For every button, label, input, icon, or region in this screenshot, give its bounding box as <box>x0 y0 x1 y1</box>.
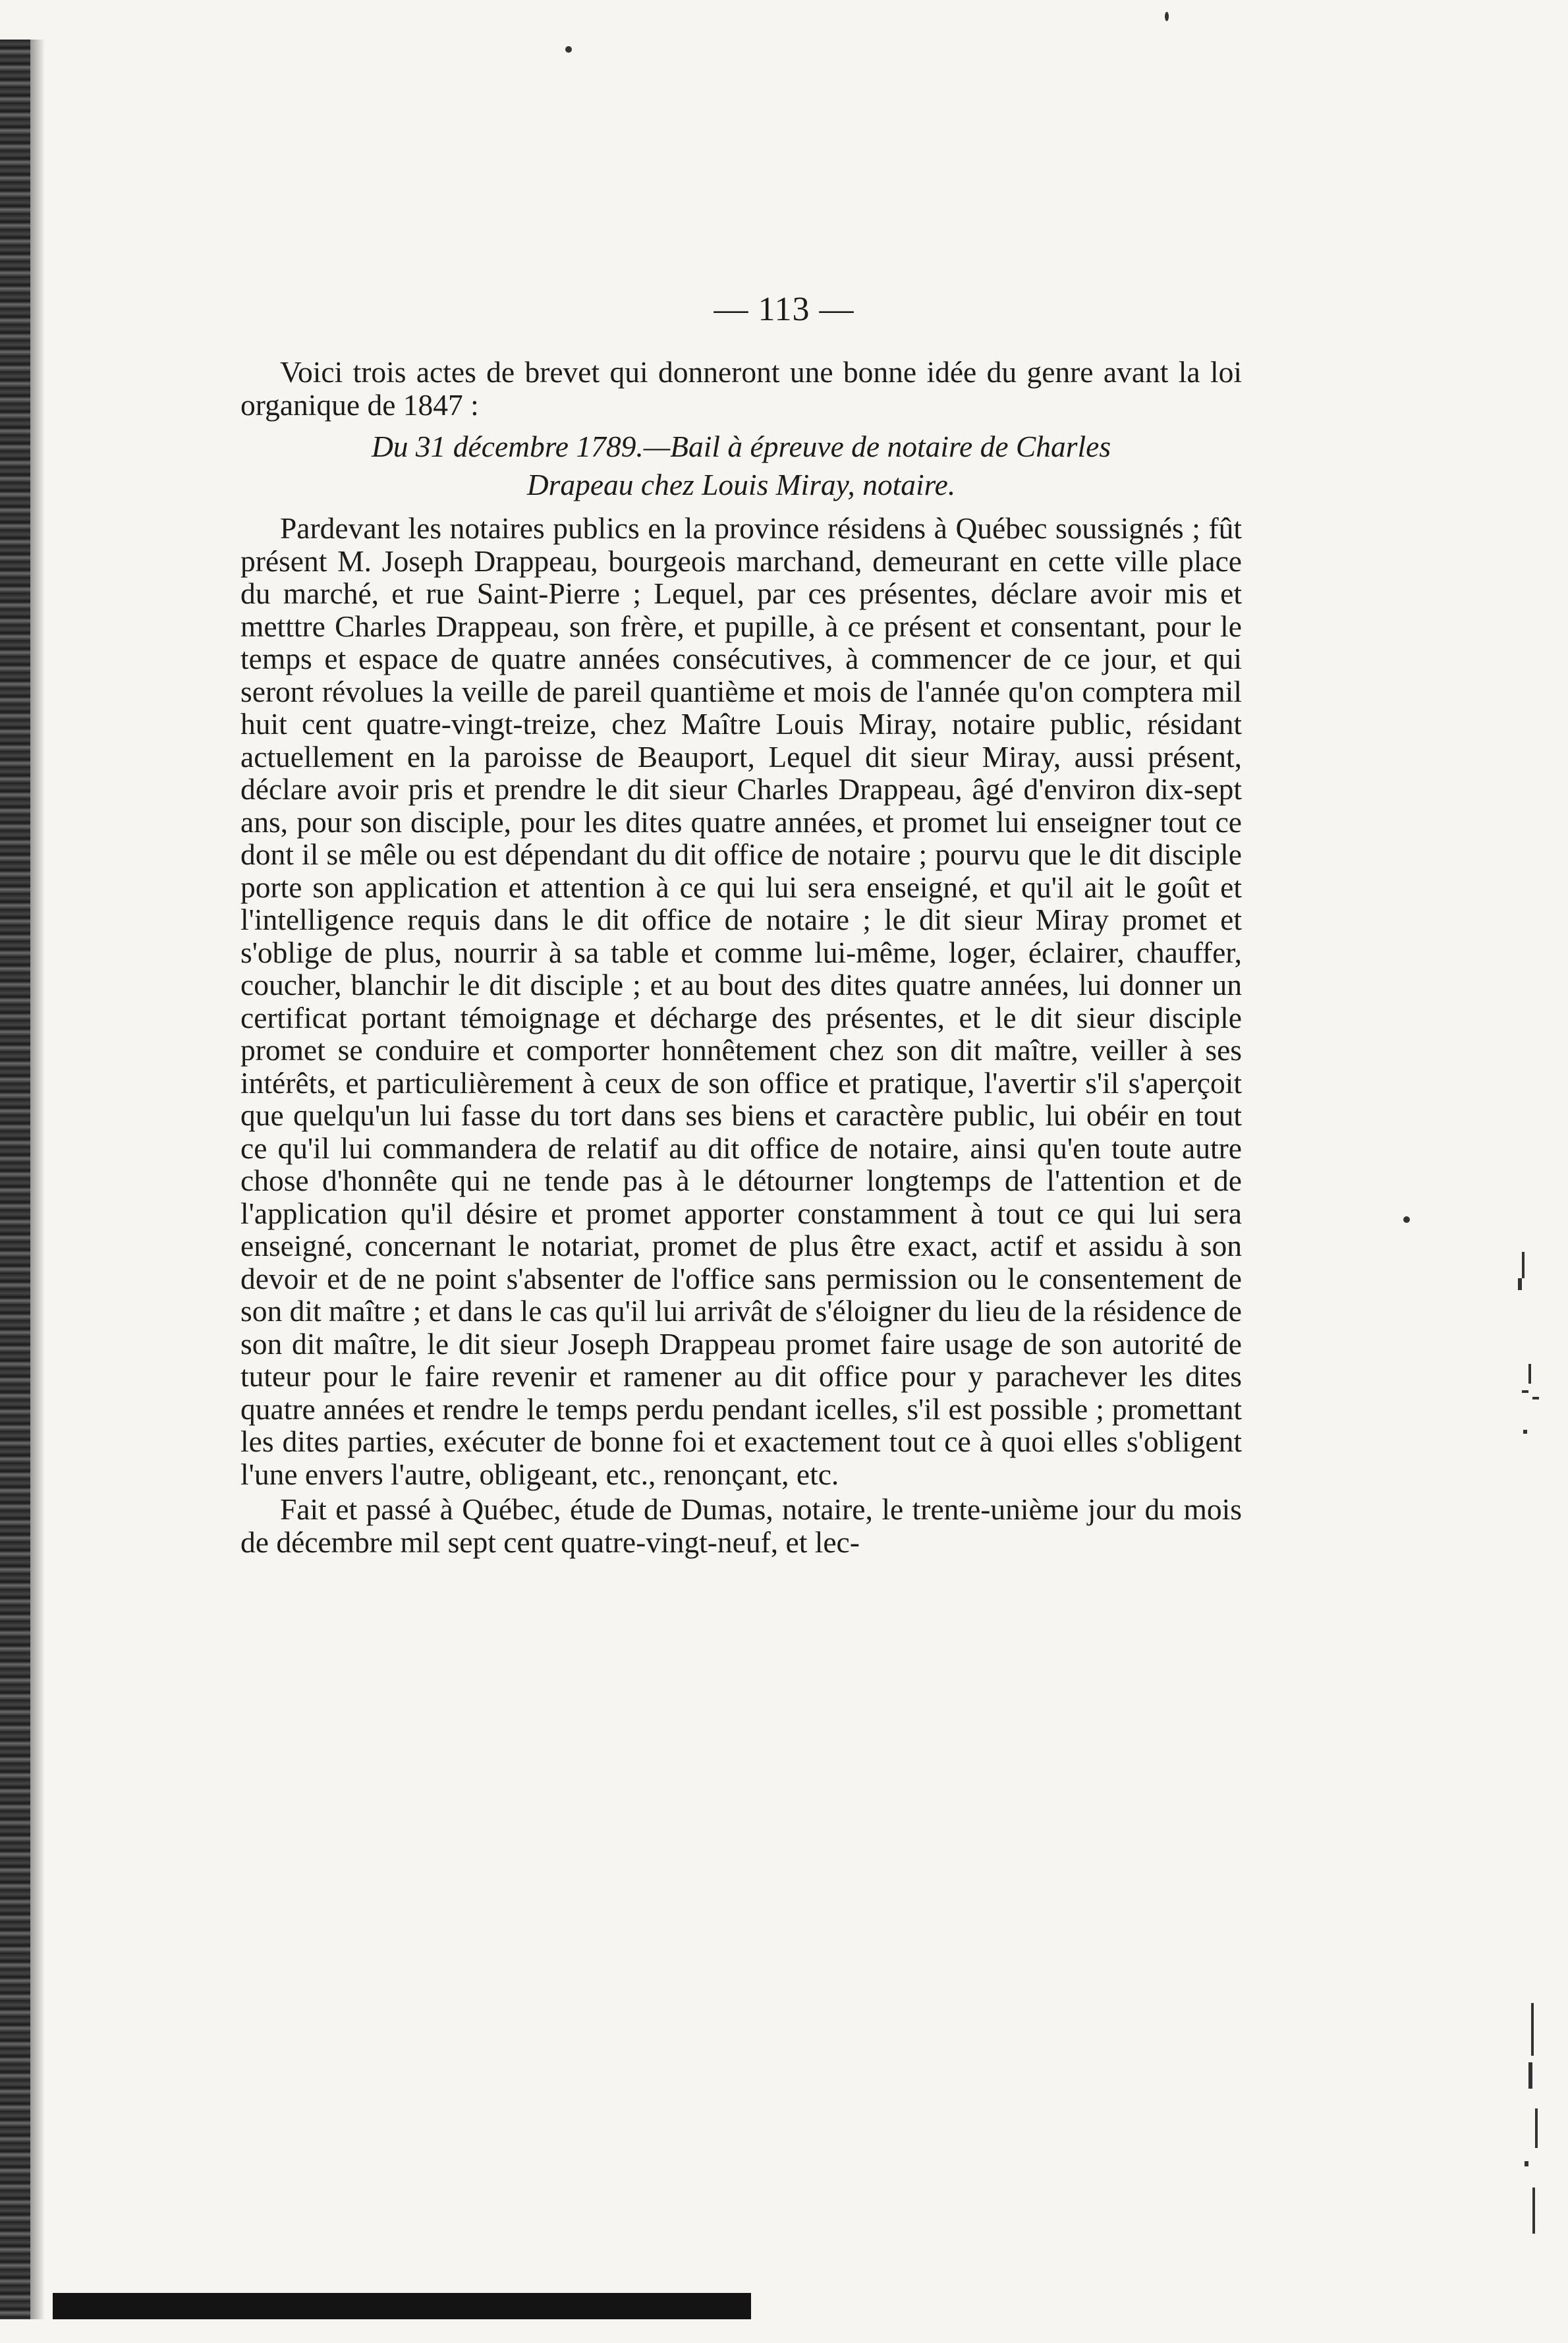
spine-shadow <box>30 40 45 2319</box>
deed-heading-line2: Drapeau chez Louis Miray, notaire. <box>526 468 956 501</box>
scan-speck <box>1165 12 1169 21</box>
intro-paragraph: Voici trois actes de brevet qui donneront une bonne idée du genre avant la loi organique de 1847 : <box>240 355 1242 422</box>
scan-edge-bar <box>53 2293 751 2319</box>
scan-speck <box>1403 1216 1410 1223</box>
book-spine-edge <box>0 40 30 2319</box>
scan-speck <box>565 46 572 53</box>
deed-heading-line1: Du 31 décembre 1789.—Bail à épreuve de notaire de Charles <box>371 430 1111 463</box>
deed-body-paragraph: Pardevant les notaires publics en la province résidens à Québec soussignés ; fût présent M. Joseph Drappeau, bourgeois marchand, demeurant en cette ville place du marché, et rue Saint-Pierre ; Lequel, par ces présentes, déclare avoir mis et metttre Charles Drappeau, son frère, et pupille, à ce présent et consentant, pour le temps et espace de quatre années consécutives, à commencer de ce jour, et qui seront révolues la veille de pareil quantième et mois de l'année qu'on comptera mil huit cent quatre-vingt-treize, chez Maître Louis Miray, notaire public, résidant actuellement en la paroisse de Beauport, Lequel dit sieur Miray, aussi présent, déclare avoir pris et prendre le dit sieur Charles Drappeau, âgé d'environ dix-sept ans, pour son disciple, pour les dites quatre années, et promet lui enseigner tout ce dont il se mêle ou est dépendant du dit office de notaire ; pourvu que le dit disciple porte son application et attention à ce qui lui sera enseigné, et qu'il ait le goût et l'intelligence requis dans le dit office de notaire ; le dit sieur Miray promet et s'oblige de plus, nourrir à sa table et comme lui-même, loger, éclairer, chauffer, coucher, blanchir le dit disciple ; et au bout des dites quatre années, lui donner un certificat portant témoignage et décharge des présentes, et le dit sieur disciple promet se conduire et comporter honnêtement chez son dit maître, veiller à ses intérêts, et particulièrement à ceux de son office et pratique, l'avertir s'il s'aperçoit que quelqu'un lui fasse du tort dans ses biens et caractère public, lui obéir en tout ce qu'il lui commandera de relatif au dit office de notaire, ainsi qu'en toute autre chose d'honnête qui ne tende pas à le détourner longtemps de l'attention et de l'application qu'il désire et promet apporter constamment à tout ce qui lui sera enseigné, concernant le notariat, promet de plus être exact, actif et assidu à son devoir et de ne point s'absenter de l'office sans permission ou le consentement de son dit maître ; et dans le cas qu'il lui arrivât de s'éloigner du lieu de la résidence de son dit maître, le dit sieur Joseph Drappeau promet faire usage de son autorité de tuteur pour le faire revenir et ramener au dit office pour y parachever les dites quatre années et rendre le temps perdu pendant icelles, s'il est possible ; promettant les dites parties, exécuter de bonne foi et exactement tout ce à quoi elles s'obligent l'une envers l'autre, obligeant, etc., renonçant, etc. <box>240 511 1242 1491</box>
deed-closing-paragraph: Fait et passé à Québec, étude de Dumas, notaire, le trente-unième jour du mois de décembre mil sept cent quatre-vingt-neuf, et lec- <box>240 1492 1242 1559</box>
scan-margin-specks <box>1509 1252 1548 2280</box>
page-text <box>240 356 1242 1558</box>
deed-heading <box>240 428 1242 504</box>
page-number: — 113 — <box>714 291 854 328</box>
